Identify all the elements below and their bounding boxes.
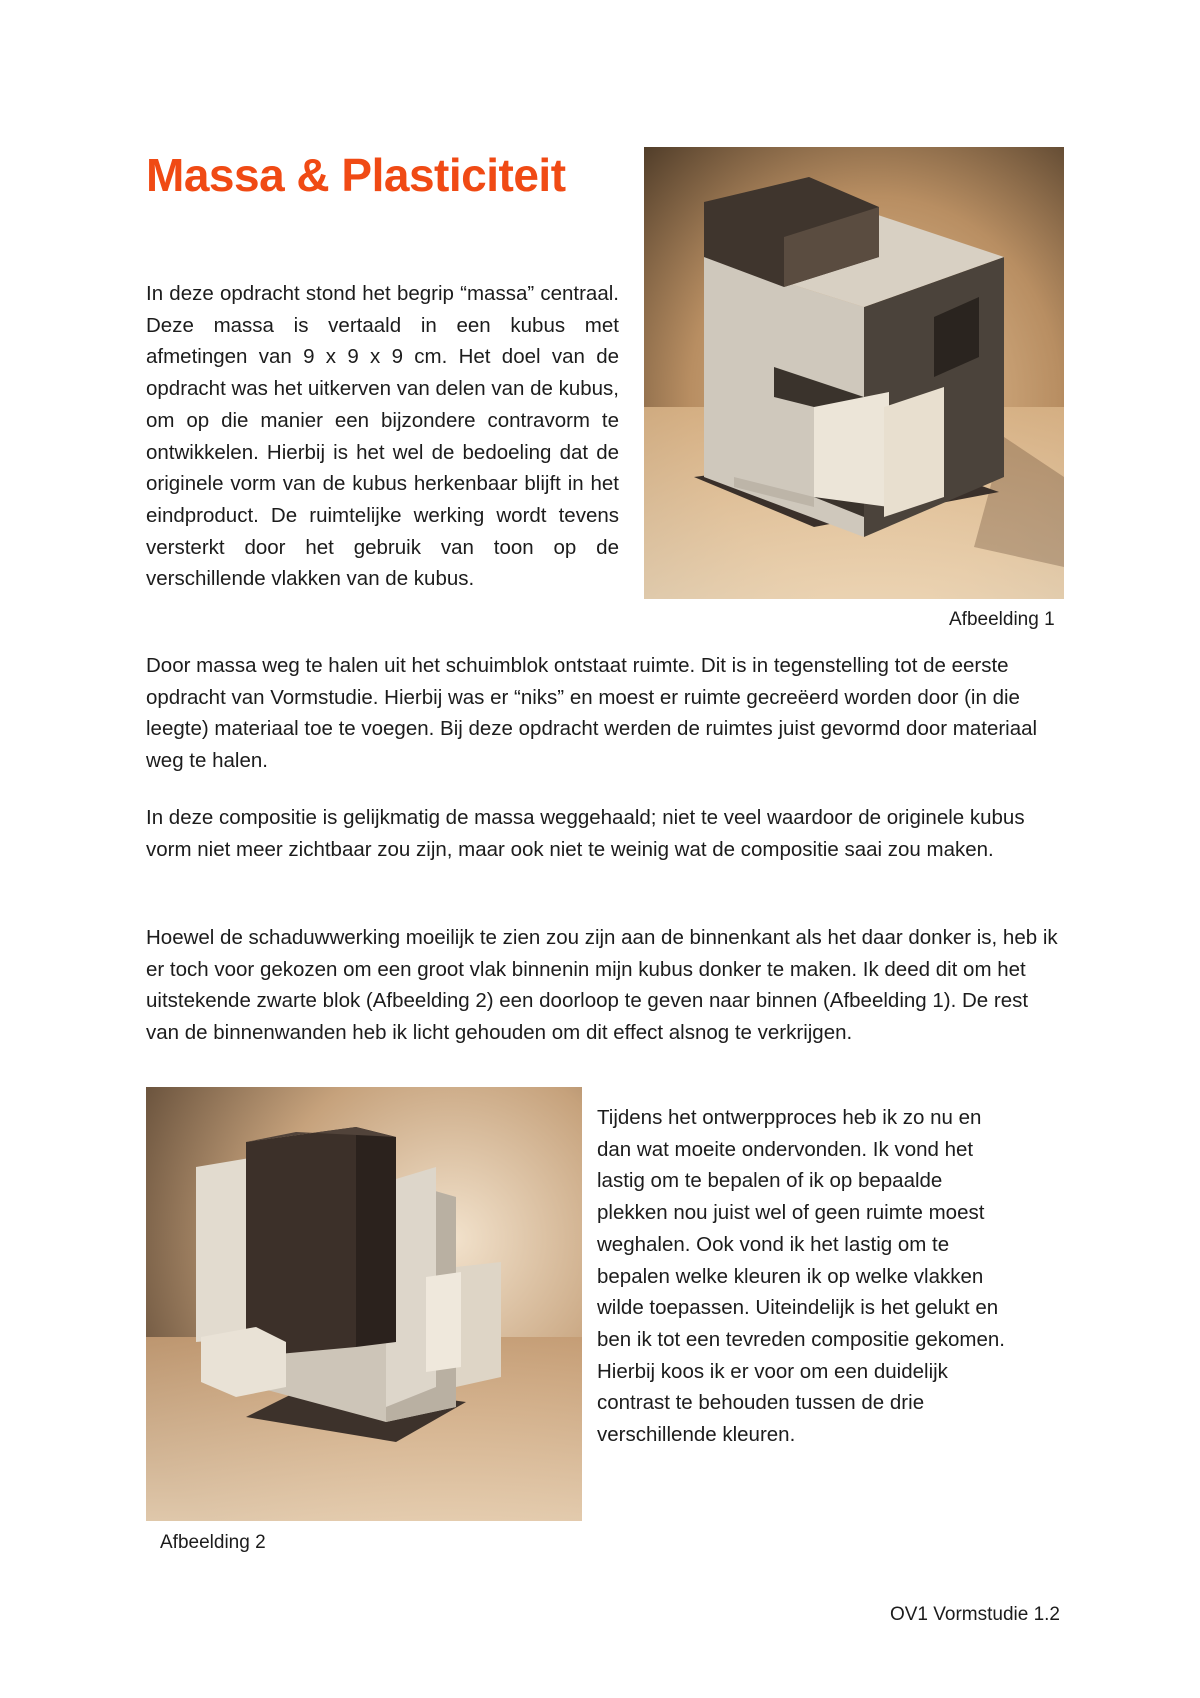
body-paragraph-3: Hoewel de schaduwwerking moeilijk te zien zou zijn aan de binnenkant als het daar donker is, heb ik er toch voor gekozen om een groot vlak binnenin mijn kubus donker te maken. Ik deed dit om het uitstekende zwarte blok (Afbeelding 2) een doorloop te geven naar binnen (Afbeelding 1). De rest van de binnenwanden heb ik licht gehouden om dit effect alsnog te verkrijgen.	[146, 926, 1058, 1045]
intro-paragraph: In deze opdracht stond het begrip “massa” centraal. Deze massa is vertaald in een kubus met afmetingen van 9 x 9 x 9 cm. Het doel van de opdracht was het uitkerven van delen van de kubus, om op die manier een bijzondere contravorm te ontwikkelen. Hierbij is het wel de bedoeling dat de originele vorm van de kubus herkenbaar blijft in het eindproduct. De ruimtelijke werking wordt tevens versterkt door het gebruik van toon op de verschillende vlakken van de kubus.	[146, 282, 619, 591]
body-paragraph-1: Door massa weg te halen uit het schuimblok ontstaat ruimte. Dit is in tegenstelling tot de eerste opdracht van Vormstudie. Hierbij was er “niks” en moest er ruimte gecreëerd worden door (in die leegte) materiaal toe te voegen. Bij deze opdracht werden de ruimtes juist gevormd door materiaal weg te halen.	[146, 654, 1038, 773]
body-paragraph-2: In deze compositie is gelijkmatig de massa weggehaald; niet te veel waardoor de originele kubus vorm niet meer zichtbaar zou zijn, maar ook niet te weinig wat de compositie saai zou maken.	[146, 806, 1025, 861]
figure-1-photo	[644, 147, 1064, 599]
page-footer: OV1 Vormstudie 1.2	[889, 1604, 1060, 1625]
figure-2-caption: Afbeelding 2	[160, 1532, 266, 1553]
cube-model-photo-1	[644, 147, 1064, 599]
figure-2-photo	[146, 1087, 582, 1521]
figure-1-caption: Afbeelding 1	[949, 609, 1055, 630]
cube-model-photo-2	[146, 1087, 582, 1521]
page-title: Massa & Plasticiteit	[146, 149, 566, 201]
side-paragraph: Tijdens het ontwerpproces heb ik zo nu en dan wat moeite ondervonden. Ik vond het lastig om te bepalen of ik op bepaalde plekken nou juist wel of geen ruimte moest weghalen. Ook vond ik het lastig om te bepalen welke kleuren ik op welke vlakken wilde toepassen. Uiteindelijk is het gelukt en ben ik tot een tevreden compositie gekomen. Hierbij koos ik er voor om een duidelijk contrast te behouden tussen de drie verschillende kleuren.	[597, 1106, 1005, 1447]
